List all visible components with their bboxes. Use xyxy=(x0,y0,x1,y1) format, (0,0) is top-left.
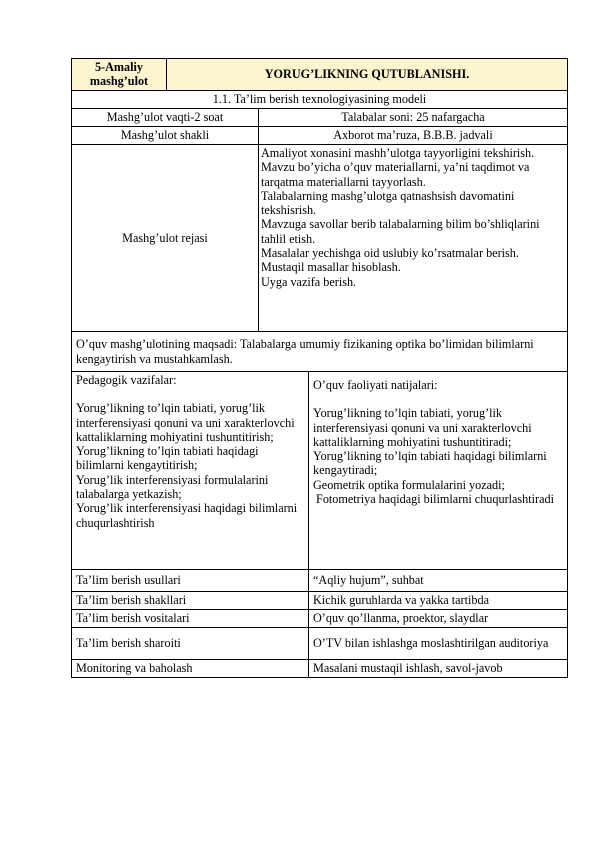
pedagogical-item: Yorug’likning to’lqin tabiati haqidagi bilimlarni kengaytitirish; xyxy=(76,444,259,473)
lesson-table xyxy=(71,58,568,678)
lesson-form-label: Mashg’ulot shakli xyxy=(72,127,259,145)
plan-list xyxy=(259,145,568,332)
plan-label: Mashg’ulot rejasi xyxy=(72,145,259,332)
lesson-number: 5-Amaliy mashg’ulot xyxy=(72,59,167,91)
monitoring-value: Masalani mustaqil ishlash, savol-javob xyxy=(309,660,568,678)
lesson-goal: O’quv mashg’ulotining maqsadi: Talabalarga umumiy fizikaning optika bo’limidan bilimlarni kengaytirish va mustahkamlash. xyxy=(72,332,568,372)
pedagogical-item: Yorug’lik interferensiyasi formulalarini talabalarga yetkazish; xyxy=(76,472,269,502)
results-item: Geometrik optika formulalarini yozadi; xyxy=(313,477,505,492)
conditions-label: Ta’lim berish sharoiti xyxy=(72,628,309,660)
plan-item: Amaliyot xonasini mashh’ulotga tayyorligini tekshirish. xyxy=(261,146,535,160)
model-title-row xyxy=(72,91,568,109)
pedagogical-title: Pedagogik vazifalar: xyxy=(76,373,177,387)
conditions-row xyxy=(72,628,568,660)
monitoring-label: Monitoring va baholash xyxy=(72,660,309,678)
results-item: Yorug’likning to’lqin tabiati haqidagi bilimlarni kengaytiradi; xyxy=(313,449,547,478)
monitoring-row xyxy=(72,660,568,678)
learning-results xyxy=(309,372,568,570)
results-item: Fotometriya haqidagi bilimlarni chuqurlashtiradi xyxy=(313,492,554,507)
tools-label: Ta’lim berish vositalari xyxy=(72,610,309,628)
tools-row xyxy=(72,610,568,628)
lesson-form-value: Axborot ma’ruza, B.B.B. jadvali xyxy=(259,127,568,145)
lesson-time: Mashg’ulot vaqti-2 soat xyxy=(72,109,259,127)
pedagogical-tasks xyxy=(72,372,309,570)
info-row-time xyxy=(72,109,568,127)
forms-label: Ta’lim berish shakllari xyxy=(72,592,309,610)
topic-title: YORUG’LIKNING QUTUBLANISHI. xyxy=(167,59,568,91)
methods-label: Ta’lim berish usullari xyxy=(72,570,309,592)
tasks-row xyxy=(72,372,568,570)
methods-value: “Aqliy hujum”, suhbat xyxy=(309,570,568,592)
student-count: Talabalar soni: 25 nafargacha xyxy=(259,109,568,127)
results-item: Yorug’likning to’lqin tabiati, yorug’lik interferensiyasi qonuni va uni xarakterlovchi kattaliklarning mohiyatini tushuntitiradi; xyxy=(313,406,532,449)
plan-item: Mustaqil masallar hisoblash. xyxy=(261,260,401,275)
plan-item: Uyga vazifa berish. xyxy=(261,274,357,289)
forms-row xyxy=(72,592,568,610)
info-row-form xyxy=(72,127,568,145)
tools-value: O’quv qo’llanma, proektor, slaydlar xyxy=(309,610,568,628)
plan-item: Talabalarning mashg’ulotga qatnashsish davomatini tekshisrish. xyxy=(261,188,515,218)
pedagogical-item: Yorug’lik interferensiyasi haqidagi bilimlarni chuqurlashtirish xyxy=(76,501,298,530)
pedagogical-item: Yorug’likning to’lqin tabiati, yorug’lik interferensiyasi qonuni va uni xarakterlovchi kattaliklarning mohiyatini tushuntitirish; xyxy=(76,401,295,444)
results-title: O’quv faoliyati natijalari: xyxy=(313,378,438,392)
methods-row xyxy=(72,570,568,592)
conditions-value: O’TV bilan ishlashga moslashtirilgan auditoriya xyxy=(309,628,568,660)
plan-item: Mavzu bo’yicha o’quv materiallarni, ya’ni taqdimot va tarqatma materiallarni tayyorlash. xyxy=(261,160,530,189)
plan-row xyxy=(72,145,568,332)
forms-value: Kichik guruhlarda va yakka tartibda xyxy=(309,592,568,610)
header-row xyxy=(72,59,568,91)
plan-item: Masalalar yechishga oid uslubiy ko’rsatmalar berish. xyxy=(261,246,519,261)
model-title: 1.1. Ta’lim berish texnologiyasining modeli xyxy=(72,91,568,109)
plan-item: Mavzuga savollar berib talabalarning bilim bo’shliqlarini tahlil etish. xyxy=(261,217,540,246)
lesson-plan-page xyxy=(71,58,567,678)
goal-row xyxy=(72,332,568,372)
